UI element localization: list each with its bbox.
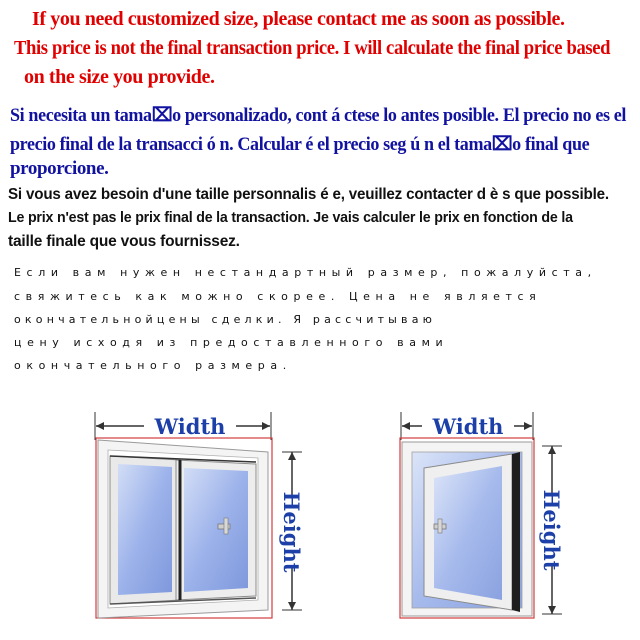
height-label: Height	[279, 491, 304, 573]
height-arrow-bottom-head	[288, 602, 296, 610]
width-arrow-left-head	[402, 422, 410, 430]
width-label: Width	[154, 414, 226, 439]
width-arrow-left-head	[96, 422, 104, 430]
height-arrow-top-head	[548, 446, 556, 454]
sliding-window-icon	[72, 396, 332, 626]
spanish-line-3: proporcione.	[10, 158, 109, 179]
french-line-1: Si vous avez besoin d'une taille personnalis é e, veuillez contacter d è s que possible.	[8, 186, 609, 203]
height-label: Height	[539, 489, 564, 571]
right-glass	[184, 468, 248, 592]
russian-line-5: окончательного размера.	[14, 359, 292, 372]
russian-line-4: цену исходя из предоставленного вами	[14, 336, 449, 349]
width-arrow-right-head	[262, 422, 270, 430]
spanish-line-2: precio final de la transacci ó n. Calcular é el precio seg ú n el tama⌧o final que	[10, 134, 590, 155]
width-arrow-right-head	[524, 422, 532, 430]
height-arrow-top-head	[288, 452, 296, 460]
width-label: Width	[432, 414, 504, 439]
russian-line-1: Если вам нужен нестандартный размер, пожалуйста,	[14, 266, 597, 279]
casement-glass	[434, 466, 502, 600]
sliding-window-diagram	[72, 396, 332, 626]
window-handle-base	[224, 518, 228, 534]
russian-line-2: свяжитесь как можно скорее. Цена не является	[14, 290, 542, 303]
hinge-edge	[512, 452, 520, 612]
spanish-line-1: Si necesita un tama⌧o personalizado, cont á ctese lo antes posible. El precio no es el	[10, 105, 627, 126]
window-handle-base	[438, 519, 442, 533]
casement-window-diagram	[384, 396, 572, 626]
french-line-3: taille finale que vous fournissez.	[8, 233, 240, 250]
russian-line-3: окончательнойцены сделки. Я рассчитываю	[14, 313, 437, 326]
casement-window-icon	[384, 396, 572, 626]
english-line-3: on the size you provide.	[24, 66, 215, 88]
english-line-2: This price is not the final transaction price. I will calculate the final price based	[14, 37, 611, 59]
english-line-1: If you need customized size, please contact me as soon as possible.	[32, 8, 565, 30]
left-glass	[118, 464, 172, 595]
height-arrow-bottom-head	[548, 606, 556, 614]
french-line-2: Le prix n'est pas le prix final de la transaction. Je vais calculer le prix en fonction de la	[8, 210, 573, 226]
